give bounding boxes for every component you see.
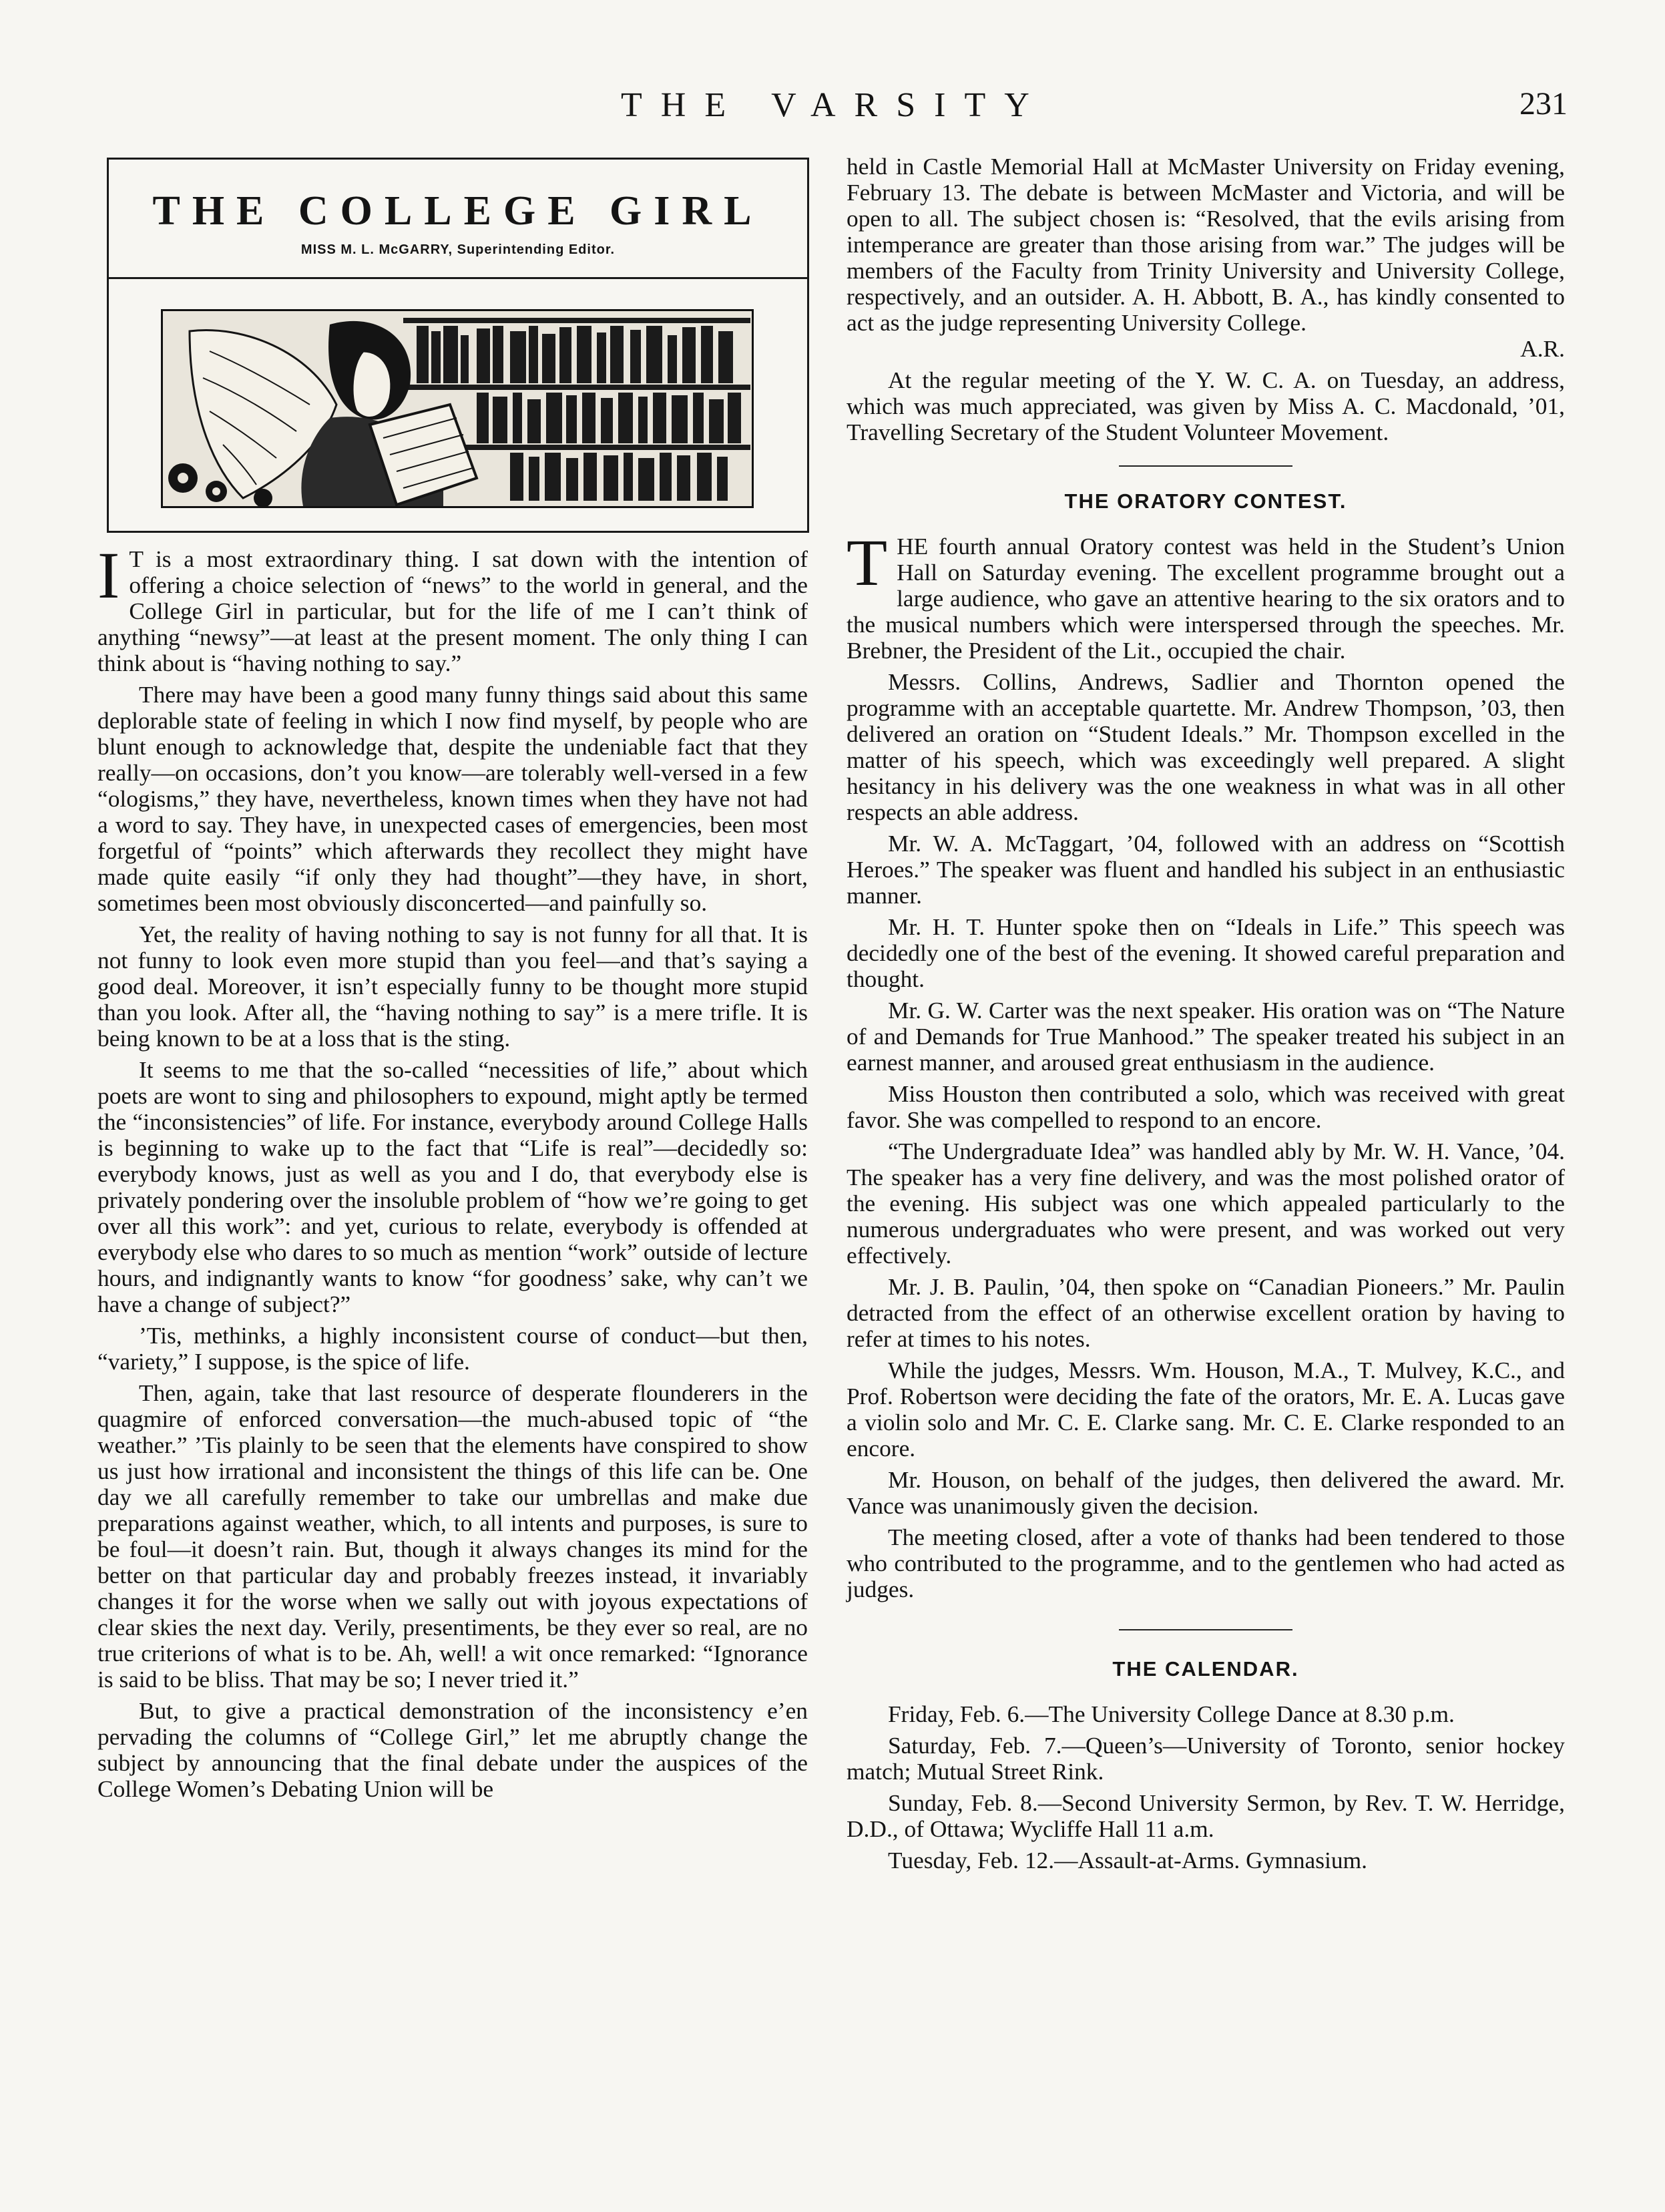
header-divider	[109, 277, 807, 279]
section-header-box	[107, 158, 809, 533]
paragraph: Miss Houston then contributed a solo, which was received with great favor. She was compelled to respond to an encore.	[847, 1080, 1565, 1133]
paragraph: Then, again, take that last resource of desperate flounderers in the quagmire of enforced conversation—the much-abused topic of “the weather.” ’Tis plainly to be seen that the elements have conspired to show us just how irrational and inconsistent the things of this life can be. One day we all carefully remember to take our umbrellas and make due preparations against weather, which, to all intents and purposes, is sure to be foul—it doesn’t rain. But, though it always changes its mind for the better on that particular day and probably freezes instead, it invariably changes it for the worse when we sally out with joyous expectations of clear skies the next day. Verily, presentiments, be they ever so real, are no true criterions of what is to be. Ah, well! a wit once remarked: “Ignorance is said to be bliss. That may be so; I never tried it.”	[97, 1379, 808, 1693]
paragraph: Mr. G. W. Carter was the next speaker. His oration was on “The Nature of and Demands for True Manhood.” The speaker treated his subject in an earnest manner, and aroused great enthusiasm in the audience.	[847, 997, 1565, 1076]
paragraph: ’Tis, methinks, a highly inconsistent course of conduct—but then, “variety,” I suppose, is the spice of life.	[97, 1322, 808, 1375]
opening-paragraph	[97, 538, 808, 676]
drop-cap: I	[97, 538, 120, 612]
editor-credit: MISS M. L. McGARRY, Superintending Editor.	[300, 242, 616, 257]
paragraph: The meeting closed, after a vote of thanks had been tendered to those who contributed to the programme, and to the gentlemen who had acted as judges.	[847, 1524, 1565, 1602]
running-head	[0, 85, 1665, 139]
page-number: 231	[1519, 86, 1568, 122]
paragraph: There may have been a good many funny things said about this same deplorable state of feeling in which I now find myself, by people who are blunt enough to acknowledge that, despite the undeniable fact that they really—on occasions, don’t you know—are tolerably well-versed in a few “ologisms,” they have, nevertheless, known times when they have not had a word to say. They have, in unexpected cases of emergencies, been most forgetful of “points” which afterwards they recollect they might have made quite easily “if only they had thought”—they have, in short, sometimes been most obviously disconcerted—and painfully so.	[97, 681, 808, 916]
illustration-art	[163, 311, 752, 506]
paragraph: At the regular meeting of the Y. W. C. A. on Tuesday, an address, which was much appreciated, was given by Miss A. C. Macdonald, ’01, Travelling Secretary of the Student Volunteer Movement.	[847, 367, 1565, 445]
paragraph: Yet, the reality of having nothing to say is not funny for all that. It is not funny to look even more stupid than you feel—and that’s saying a good deal. Moreover, it isn’t especially funny to be thought more stupid than you look. After all, the “having nothing to say” is a mere trifle. It is being known to be at a loss that is the sting.	[97, 921, 808, 1052]
running-title: THE VARSITY	[621, 86, 1048, 124]
oratory-opening-text: HE fourth annual Oratory contest was held in the Student’s Union Hall on Saturday evening. The excellent programme brought out a large audience, who gave an attentive hearing to the six orators and to the musical numbers which were interspersed through the speeches. Mr. Brebner, the President of the Lit., occupied the chair.	[847, 533, 1565, 664]
paragraph: Mr. J. B. Paulin, ’04, then spoke on “Canadian Pioneers.” Mr. Paulin detracted from the effect of an otherwise excellent oration by having to refer at times to his notes.	[847, 1273, 1565, 1352]
reading-girl-illustration	[161, 309, 754, 508]
section-divider	[1119, 465, 1292, 467]
paragraph: It seems to me that the so-called “necessities of life,” about which poets are wont to sing and philosophers to expound, might aptly be termed the “inconsistencies” of life. For instance, everybody around College Halls is beginning to wake up to the fact that “Life is real”—decidedly so: everybody knows, just as well as you and I do, that everybody else is privately pondering over the insoluble problem of “how we’re going to get over all this work”: and yet, curious to relate, everybody is offended at everybody else who dares to so much as mention “work” outside of lecture hours, and indignantly wants to know “for goodness’ sake, why can’t we have a change of subject?”	[97, 1056, 808, 1317]
calendar-entry: Sunday, Feb. 8.—Second University Sermon, by Rev. T. W. Herridge, D.D., of Ottawa; Wycliffe Hall 11 a.m.	[847, 1789, 1565, 1842]
section-title: THE COLLEGE GIRL	[152, 188, 764, 234]
paragraph: Mr. Houson, on behalf of the judges, then delivered the award. Mr. Vance was unanimously given the decision.	[847, 1466, 1565, 1519]
left-column	[97, 538, 808, 1807]
oratory-opening-paragraph	[847, 525, 1565, 664]
continued-paragraph: held in Castle Memorial Hall at McMaster University on Friday evening, February 13. The debate is between McMaster and Victoria, and will be open to all. The subject chosen is: “Resolved, that the evils arising from intemperance are greater than those arising from war.” The judges will be members of the Faculty from Trinity University and University College, respectively, and an outsider. A. H. Abbott, B. A., has kindly consented to act as the judge representing University College.	[847, 153, 1565, 336]
paragraph: Mr. W. A. McTaggart, ’04, followed with an address on “Scottish Heroes.” The speaker was fluent and handled his subject in an enthusiastic manner.	[847, 830, 1565, 909]
calendar-entry: Friday, Feb. 6.—The University College Dance at 8.30 p.m.	[888, 1701, 1455, 1727]
paragraph: Mr. H. T. Hunter spoke then on “Ideals in Life.” This speech was decidedly one of the best of the evening. It showed careful preparation and thought.	[847, 913, 1565, 992]
paragraph: Messrs. Collins, Andrews, Sadlier and Thornton opened the programme with an acceptable quartette. Mr. Andrew Thompson, ’03, then delivered an oration on “Student Ideals.” Mr. Thompson excelled in the matter of his speech, which was exceedingly well prepared. A slight hesitancy in his delivery was the one weakness in what was in all other respects an able address.	[847, 668, 1565, 825]
opening-text: T is a most extraordinary thing. I sat down with the intention of offering a choice selection of “news” to the world in general, and the College Girl in particular, but for the life of me I can’t think of anything “newsy”—at least at the present moment. The only thing I can think about is “having nothing to say.”	[97, 545, 808, 676]
paragraph: “The Undergraduate Idea” was handled ably by Mr. W. H. Vance, ’04. The speaker has a very fine delivery, and was the most polished orator of the evening. His subject was one which appealed particularly to the numerous undergraduates who were present, and was worked out very effectively.	[847, 1138, 1565, 1269]
paragraph: But, to give a practical demonstration of the inconsistency e’en pervading the columns of “College Girl,” let me abruptly change the subject by announcing that the final debate under the auspices of the College Women’s Debating Union will be	[97, 1697, 808, 1802]
calendar-heading: THE CALENDAR.	[1112, 1657, 1299, 1681]
oratory-heading: THE ORATORY CONTEST.	[1064, 489, 1347, 513]
author-signature: A.R.	[1520, 335, 1565, 362]
drop-cap: T	[847, 525, 888, 600]
paragraph: While the judges, Messrs. Wm. Houson, M.A., T. Mulvey, K.C., and Prof. Robertson were deciding the fate of the orators, Mr. E. A. Lucas gave a violin solo and Mr. C. E. Clarke sang. Mr. C. E. Clarke responded to an encore.	[847, 1357, 1565, 1462]
right-column	[847, 154, 1565, 1879]
section-divider	[1119, 1629, 1292, 1630]
calendar-entry: Tuesday, Feb. 12.—Assault-at-Arms. Gymnasium.	[888, 1847, 1367, 1873]
calendar-entry: Saturday, Feb. 7.—Queen’s—University of Toronto, senior hockey match; Mutual Street Rink.	[847, 1732, 1565, 1785]
